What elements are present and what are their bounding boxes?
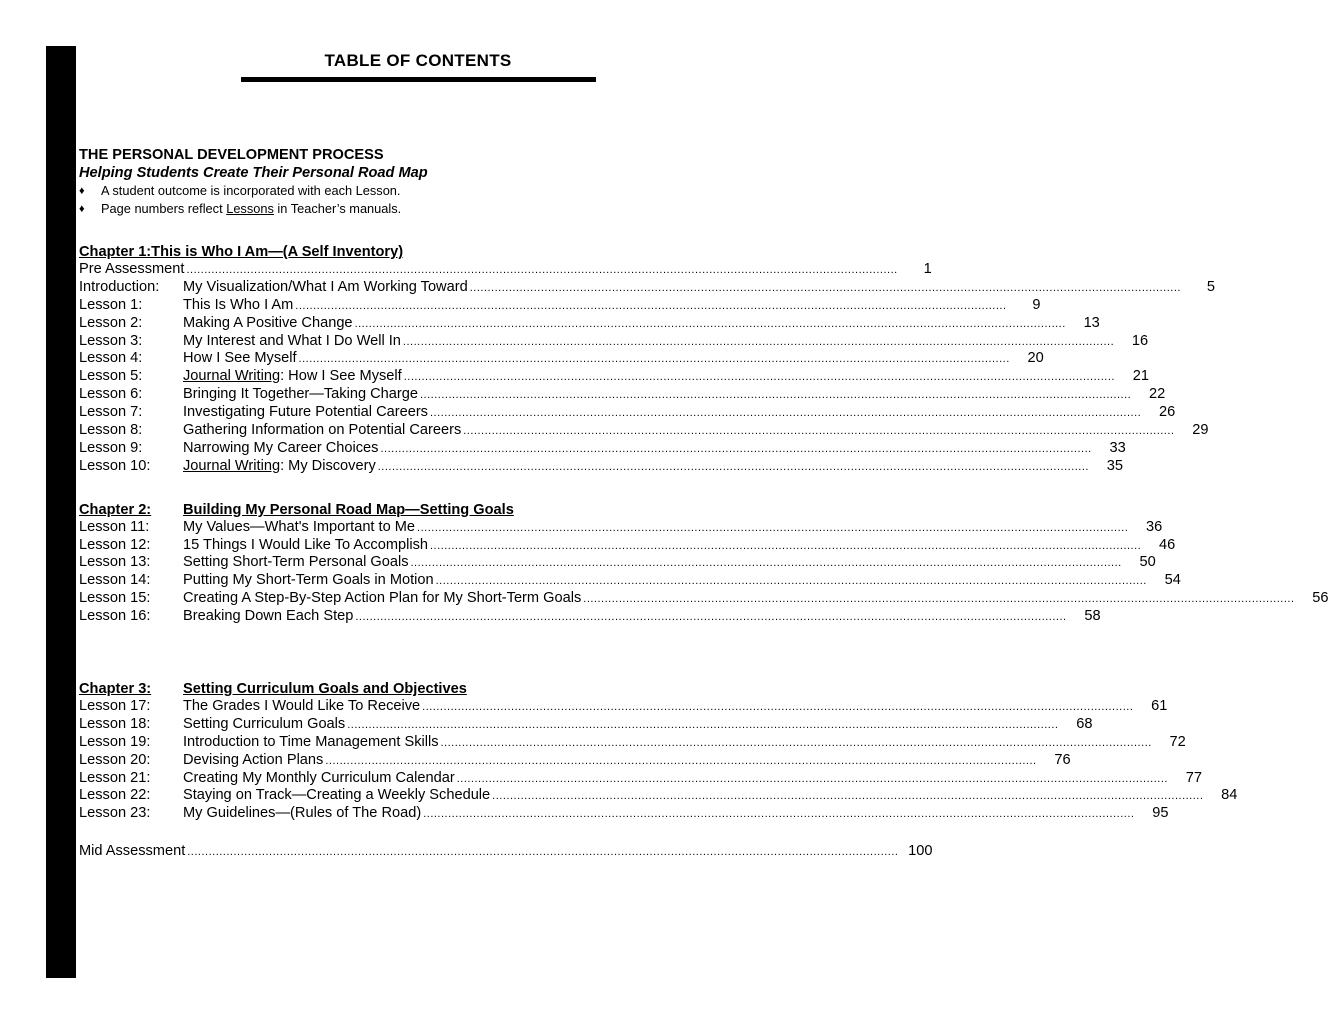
lesson-code: Lesson 17: bbox=[79, 698, 151, 715]
lesson-title-text: Setting Short-Term Personal Goals bbox=[183, 554, 409, 571]
pre-assessment-page: 1 bbox=[923, 261, 932, 277]
lesson-title-text: My Interest and What I Do Well In bbox=[183, 332, 401, 349]
lesson-page: 5 bbox=[1206, 278, 1215, 295]
lesson-code: Lesson 7: bbox=[79, 404, 143, 421]
lesson-code: Lesson 13: bbox=[79, 554, 151, 571]
toc-row bbox=[79, 751, 1071, 770]
dot-leader: ........................................................................................................................................................................................................ bbox=[440, 736, 1152, 749]
lesson-code: Lesson 6: bbox=[79, 386, 143, 403]
lesson-title bbox=[183, 752, 323, 770]
dot-leader: ........................................................................................................................................................................................................ bbox=[355, 611, 1067, 624]
bullet-text-before: Page numbers reflect bbox=[101, 201, 227, 216]
lesson-code: Lesson 14: bbox=[79, 572, 151, 589]
toc-row-pre-assessment bbox=[79, 261, 932, 279]
lesson-title bbox=[183, 297, 293, 315]
lesson-page: 77 bbox=[1185, 769, 1202, 786]
toc-row bbox=[79, 278, 1215, 297]
lesson-page: 50 bbox=[1139, 554, 1156, 571]
lesson-title bbox=[183, 315, 353, 333]
lesson-page: 21 bbox=[1132, 368, 1149, 385]
lesson-title-text: Investigating Future Potential Careers bbox=[183, 404, 428, 421]
dot-leader: ........................................................................................................................................................................................................ bbox=[298, 353, 1010, 366]
lesson-title-text: Introduction to Time Management Skills bbox=[183, 733, 439, 750]
lesson-code: Lesson 8: bbox=[79, 422, 143, 439]
lesson-title-text: Staying on Track—Creating a Weekly Schedule bbox=[183, 787, 491, 804]
lesson-title-text: 15 Things I Would Like To Accomplish bbox=[183, 536, 428, 553]
lesson-page: 20 bbox=[1027, 350, 1044, 367]
toc-row bbox=[79, 554, 1156, 572]
lesson-code: Lesson 16: bbox=[79, 608, 151, 625]
lesson-title-text: This Is Who I Am bbox=[183, 296, 294, 313]
toc-row bbox=[79, 368, 1149, 386]
dot-leader: ........................................................................................................................................................................................................ bbox=[295, 299, 1007, 312]
toc-row bbox=[79, 805, 1169, 823]
lesson-page: 68 bbox=[1076, 715, 1093, 732]
lesson-page: 13 bbox=[1083, 314, 1100, 331]
lesson-title-text: Gathering Information on Potential Careers bbox=[183, 422, 462, 439]
lesson-title-text: Creating My Monthly Curriculum Calendar bbox=[183, 769, 455, 786]
lesson-code: Lesson 22: bbox=[79, 787, 151, 804]
lesson-title bbox=[183, 608, 353, 626]
lesson-page: 35 bbox=[1106, 457, 1123, 474]
chapter-1-heading bbox=[79, 243, 749, 261]
bullet-text-before: A student outcome is incorporated with each Lesson. bbox=[101, 183, 401, 198]
dot-leader: ........................................................................................................................................................................................................ bbox=[377, 460, 1089, 473]
dot-leader: ........................................................................................................................................................................................................ bbox=[354, 317, 1066, 330]
lesson-code: Lesson 20: bbox=[79, 751, 151, 768]
lesson-title-text: My Guidelines—(Rules of The Road) bbox=[183, 805, 422, 822]
lesson-code: Lesson 10: bbox=[79, 457, 151, 474]
toc-row bbox=[79, 715, 1093, 734]
lesson-title bbox=[183, 537, 428, 555]
toc-row bbox=[79, 769, 1202, 788]
lesson-title-text: My Values—What's Important to Me bbox=[183, 518, 416, 535]
lesson-page: 61 bbox=[1151, 698, 1168, 715]
lesson-title bbox=[183, 734, 439, 752]
page-title: TABLE OF CONTENTS bbox=[324, 51, 512, 70]
dot-leader: ........................................................................................................................................................................................................ bbox=[422, 701, 1134, 714]
lesson-title-text: Bringing It Together—Taking Charge bbox=[183, 386, 418, 403]
dot-leader: ........................................................................................................................................................................................................ bbox=[469, 281, 1181, 294]
toc-row bbox=[79, 439, 1126, 458]
dot-leader: ........................................................................................................................................................................................................ bbox=[325, 754, 1037, 767]
lesson-title bbox=[183, 404, 428, 422]
lesson-title-text: Creating A Step-By-Step Action Plan for My Short-Term Goals bbox=[183, 590, 582, 607]
lesson-code: Lesson 1: bbox=[79, 296, 143, 313]
lesson-code: Lesson 21: bbox=[79, 769, 151, 786]
lesson-code: Lesson 15: bbox=[79, 590, 151, 607]
lesson-title-text: Making A Positive Change bbox=[183, 314, 353, 331]
lesson-title-text: : My Discovery bbox=[280, 457, 376, 474]
title-underline-rule bbox=[241, 77, 596, 82]
lesson-page: 56 bbox=[1312, 590, 1329, 607]
lesson-page: 58 bbox=[1084, 608, 1101, 625]
lesson-code: Lesson 18: bbox=[79, 715, 151, 732]
dot-leader: ........................................................................................................................................................................................................ bbox=[492, 790, 1204, 803]
lesson-title bbox=[183, 698, 420, 716]
bullet-text bbox=[101, 200, 401, 218]
toc-row bbox=[79, 787, 1238, 805]
intro-bullets bbox=[79, 182, 749, 218]
dot-leader: ........................................................................................................................................................................................................ bbox=[187, 846, 899, 859]
lesson-title bbox=[183, 333, 401, 351]
chapter-3-rows bbox=[79, 698, 1238, 823]
dot-leader: ........................................................................................................................................................................................................ bbox=[403, 371, 1115, 384]
bullet-text bbox=[101, 182, 400, 200]
toc-row bbox=[79, 314, 1100, 333]
lesson-page: 26 bbox=[1158, 404, 1176, 421]
lesson-page: 29 bbox=[1192, 422, 1209, 439]
dot-leader: ........................................................................................................................................................................................................ bbox=[429, 407, 1142, 420]
lesson-title bbox=[183, 422, 461, 440]
lesson-title bbox=[183, 787, 490, 805]
bullet-text-after: in Teacher’s manuals. bbox=[273, 201, 402, 216]
intro-bullet bbox=[79, 182, 749, 200]
chapter-3-heading-text: Setting Curriculum Goals and Objectives bbox=[183, 681, 467, 698]
lesson-title-underlined: Journal Writing bbox=[183, 368, 281, 385]
toc-row bbox=[79, 350, 1044, 368]
lesson-page: 16 bbox=[1131, 332, 1149, 349]
toc-row bbox=[79, 422, 1209, 440]
lesson-title bbox=[183, 770, 455, 788]
lesson-title bbox=[183, 368, 402, 386]
toc-row bbox=[79, 590, 1329, 608]
lesson-title bbox=[183, 716, 345, 734]
toc-row bbox=[79, 536, 1176, 555]
lesson-page: 46 bbox=[1159, 536, 1176, 553]
lesson-title-text: My Visualization/What I Am Working Toward bbox=[183, 278, 468, 295]
toc-row bbox=[79, 404, 1176, 422]
lesson-code: Lesson 12: bbox=[79, 536, 151, 553]
toc-row bbox=[79, 733, 1186, 752]
lesson-title bbox=[183, 350, 297, 368]
lesson-title bbox=[183, 279, 468, 297]
process-subtitle: Helping Students Create Their Personal Road Map bbox=[79, 165, 428, 181]
dot-leader: ........................................................................................................................................................................................................ bbox=[456, 772, 1168, 785]
chapter-3-heading bbox=[79, 680, 749, 698]
lesson-title bbox=[183, 458, 376, 476]
dot-leader: ........................................................................................................................................................................................................ bbox=[186, 264, 898, 276]
lesson-title-text: The Grades I Would Like To Receive bbox=[183, 698, 421, 715]
lesson-title-text: How I See Myself bbox=[183, 350, 297, 367]
dot-leader: ........................................................................................................................................................................................................ bbox=[410, 557, 1122, 570]
lesson-code: Lesson 9: bbox=[79, 439, 143, 456]
chapter-2-heading-text: Building My Personal Road Map—Setting Goals bbox=[183, 501, 514, 518]
toc-row bbox=[79, 518, 1163, 537]
lesson-code: Lesson 19: bbox=[79, 733, 151, 750]
lesson-title bbox=[183, 590, 581, 608]
toc-row bbox=[79, 572, 1181, 590]
lesson-code: Lesson 3: bbox=[79, 332, 143, 349]
dot-leader: ........................................................................................................................................................................................................ bbox=[380, 442, 1092, 455]
dot-leader: ........................................................................................................................................................................................................ bbox=[463, 425, 1175, 438]
dot-leader: ........................................................................................................................................................................................................ bbox=[347, 718, 1059, 731]
toc-row bbox=[79, 332, 1149, 351]
lesson-title bbox=[183, 386, 418, 404]
lesson-page: 36 bbox=[1146, 518, 1163, 535]
chapter-1 bbox=[79, 243, 1215, 476]
lesson-code: Lesson 11: bbox=[79, 518, 150, 535]
lesson-page: 84 bbox=[1221, 787, 1238, 804]
bullet-text-underlined: Lessons bbox=[226, 201, 274, 216]
dot-leader: ........................................................................................................................................................................................................ bbox=[402, 335, 1115, 348]
left-margin-bar bbox=[46, 46, 76, 978]
lesson-title-text: Breaking Down Each Step bbox=[183, 608, 354, 625]
lesson-title bbox=[183, 440, 378, 458]
lesson-title-text: Narrowing My Career Choices bbox=[183, 439, 379, 456]
dot-leader: ........................................................................................................................................................................................................ bbox=[435, 575, 1147, 588]
chapter-1-heading-text: Chapter 1:This is Who I Am—(A Self Inventory) bbox=[79, 244, 404, 260]
lesson-page: 22 bbox=[1149, 386, 1166, 403]
lesson-title bbox=[183, 805, 421, 823]
chapter-2-code: Chapter 2: bbox=[79, 501, 152, 518]
lesson-code: Introduction: bbox=[79, 278, 160, 295]
toc-row bbox=[79, 296, 1041, 315]
dot-leader: ........................................................................................................................................................................................................ bbox=[420, 389, 1132, 402]
chapter-3 bbox=[79, 680, 1238, 823]
lesson-page: 95 bbox=[1152, 805, 1169, 822]
toc-row bbox=[79, 608, 1101, 626]
diamond-bullet-icon: ♦ bbox=[79, 185, 85, 197]
toc-row-mid-assessment bbox=[79, 843, 933, 861]
lesson-page: 54 bbox=[1164, 572, 1181, 589]
chapter-2-rows bbox=[79, 518, 1329, 626]
diamond-bullet-icon: ♦ bbox=[79, 203, 85, 215]
lesson-title-underlined: Journal Writing bbox=[183, 457, 281, 474]
toc-content bbox=[79, 146, 1329, 861]
toc-row bbox=[79, 457, 1123, 476]
chapter-2 bbox=[79, 501, 1329, 626]
toc-row bbox=[79, 386, 1166, 404]
lesson-page: 9 bbox=[1032, 296, 1041, 313]
dot-leader: ........................................................................................................................................................................................................ bbox=[430, 539, 1142, 552]
lesson-code: Lesson 2: bbox=[79, 314, 143, 331]
lesson-title bbox=[183, 519, 415, 537]
dot-leader: ........................................................................................................................................................................................................ bbox=[423, 808, 1135, 821]
toc-row bbox=[79, 698, 1168, 716]
chapter-1-rows bbox=[79, 278, 1215, 476]
lesson-page: 72 bbox=[1169, 733, 1186, 750]
lesson-title-text: Devising Action Plans bbox=[183, 751, 324, 768]
lesson-code: Lesson 23: bbox=[79, 805, 151, 822]
lesson-title bbox=[183, 572, 434, 590]
intro-bullet bbox=[79, 200, 749, 218]
pre-assessment-label: Pre Assessment bbox=[79, 261, 185, 277]
dot-leader: ........................................................................................................................................................................................................ bbox=[583, 593, 1295, 606]
lesson-title-text: : How I See Myself bbox=[280, 368, 402, 385]
chapter-2-heading bbox=[79, 501, 749, 519]
lesson-title-text: Putting My Short-Term Goals in Motion bbox=[183, 572, 434, 589]
dot-leader: ........................................................................................................................................................................................................ bbox=[417, 521, 1129, 534]
lesson-title-text: Setting Curriculum Goals bbox=[183, 715, 346, 732]
mid-assessment-page: 100 bbox=[908, 843, 933, 860]
lesson-code: Lesson 5: bbox=[79, 368, 143, 385]
process-title: THE PERSONAL DEVELOPMENT PROCESS bbox=[79, 147, 384, 163]
lesson-page: 33 bbox=[1109, 439, 1126, 456]
lesson-title bbox=[183, 554, 409, 572]
lesson-page: 76 bbox=[1054, 751, 1071, 768]
lesson-code: Lesson 4: bbox=[79, 350, 143, 367]
mid-assessment-label: Mid Assessment bbox=[79, 843, 186, 860]
chapter-3-code: Chapter 3: bbox=[79, 681, 152, 698]
